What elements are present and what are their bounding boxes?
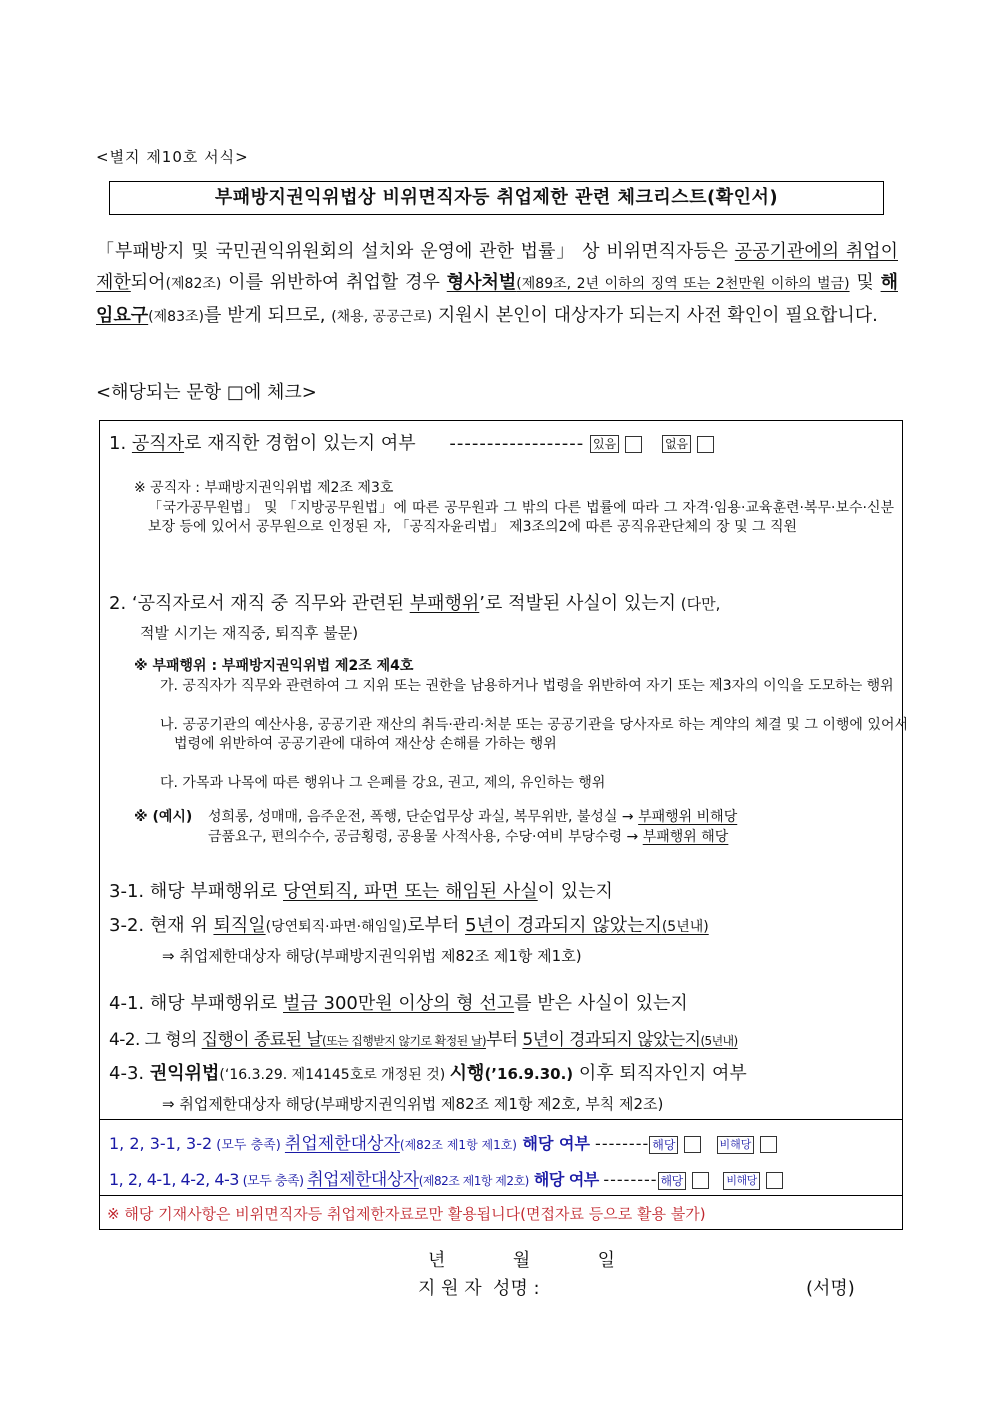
question-keyword: 퇴직일 [213,915,266,936]
summary-question: 해당 여부 [516,1134,590,1153]
intro-ref: (제89조, 2년 이하의 징역 또는 2천만원 이하의 벌금) [516,276,850,292]
intro-paragraph [96,236,898,333]
summary-condition: (모두 충족) [238,1174,308,1189]
example-text: 금품요구, 편의수수, 공금횡령, 공용물 사적사용, 수당·여비 부당수령 → [208,829,643,845]
intro-text: 이를 위반하여 취업할 경우 [221,272,447,293]
document-title: 부패방지권익위법상 비위면직자등 취업제한 관련 체크리스트(확인서) [109,181,884,215]
option-applicable-label: 해당 [649,1136,678,1154]
form-label: <별지 제10호 서식> [96,148,249,166]
question-1-keyword: 공직자 [131,433,185,454]
summary-row-2 [109,1165,901,1190]
option-yes-label: 있음 [590,435,619,453]
usage-notice: ※ 해당 기재사항은 비위면직자등 취업제한자료로만 활용됩니다(면접자료 등으로 활용 불가) [107,1205,706,1223]
intro-ref: (제83조) [148,309,204,325]
question-keyword: 권익위법 [149,1063,220,1084]
summary-items: 1, 2, 4-1, 4-2, 4-3 [109,1170,239,1189]
dash-leader: -------- [603,1170,658,1189]
r2-applicable-checkbox[interactable] [692,1172,709,1189]
option-no-label: 없음 [662,435,691,453]
intro-text: 및 [849,272,881,293]
signature-label: (서명) [806,1278,855,1299]
option-not-applicable-label: 비해당 [723,1172,759,1190]
question-note: (5년내) [700,1034,738,1048]
question-keyword: 5년이 경과되지 않았는지 [522,1030,701,1050]
question-note: (당연퇴직·파면·해임일) [265,919,408,935]
question-text: 로부터 [407,915,466,936]
question-note: (또는 집행받지 않기로 확정된 날) [322,1034,486,1048]
question-1 [109,429,899,455]
question-keyword: 벌금 300만원 이상의 형 선고 [283,993,515,1014]
divider [100,1195,902,1196]
summary-row-1 [109,1129,901,1154]
question-number: 2. [109,593,127,614]
checklist-box [99,420,908,1230]
question-text: 3-1. 해당 부패행위로 [109,881,284,902]
question-2-text: ‘공직자로서 재직 중 직무와 관련된 [131,593,410,614]
summary-keyword: 취업제한대상자 [284,1134,400,1154]
question-number: 1. [109,433,127,454]
example-line-1 [208,808,898,827]
question-2 [109,587,899,621]
q2-note-head: ※ 부패행위 : 부패방지권익위법 제2조 제4호 [134,658,414,674]
q4-result: ⇒ 취업제한대상자 해당(부패방지권익위법 제82조 제1항 제2호, 부칙 제2조) [162,1095,664,1113]
question-4-1 [109,989,899,1015]
q1-note-head: ※ 공직자 : 부패방지권익위법 제2조 제3호 [134,480,394,496]
r1-applicable-checkbox[interactable] [684,1136,701,1153]
q2-item-na: 나. 공공기관의 예산사용, 공공기관 재산의 취득·관리·처분 또는 공공기관을 당사자로 하는 계약의 체결 및 그 이행에 있어서 법령에 위반하여 공공기관에 대하여 재산상 손해를 가하는 행위 [160,717,908,752]
q1-note-body: 「국가공무원법」 및 「지방공무원법」에 따른 공무원과 그 밖의 다른 법률에 따라 그 자격·임용·교육훈련·복무·보수·신분보장 등에 있어서 공무원으로 인정된 자, 「공직자윤리법」 제3조의2에 따른 공직유관단체의 장 및 그 직원 [148,500,894,535]
question-2-text: ’로 적발된 사실이 있는지 [479,593,677,614]
dash-leader: ------------------ [449,433,585,454]
example-line-2 [208,828,898,847]
summary-condition: (모두 충족) [212,1138,285,1153]
question-text: 4-2. 그 형의 [109,1030,202,1050]
check-heading: <해당되는 문항 □에 체크> [96,382,317,403]
question-text: 3-2. 현재 위 [109,915,214,936]
option-not-applicable-label: 비해당 [717,1136,755,1154]
summary-items: 1, 2, 3-1, 3-2 [109,1134,213,1153]
q2-item-ga: 가. 공직자가 직무와 관련하여 그 지위 또는 권한을 남용하거나 법령을 위반하여 자기 또는 제3자의 이익을 도모하는 행위 [160,678,894,694]
divider [100,1119,902,1120]
intro-text: 「부패방지 및 국민권익위원회의 설치와 운영에 관한 법률」 상 비위면직자등은 [96,241,735,262]
summary-question: 해당 여부 [528,1170,599,1189]
q3-result: ⇒ 취업제한대상자 해당(부패방지권익위법 제82조 제1항 제1호) [162,947,582,965]
question-text: 부터 [485,1030,523,1050]
date-line: 년 월 일 [428,1250,616,1271]
intro-highlight-restriction: 공공기관에의 취업이 제한 [96,241,898,293]
question-1-text: 로 재직한 경험이 있는지 여부 [184,433,416,454]
option-applicable-label: 해당 [658,1172,686,1190]
summary-keyword: 취업제한대상자 [307,1170,419,1190]
question-2-keyword: 부패행위 [409,593,480,614]
q1-no-checkbox[interactable] [697,436,714,453]
question-text: 이 있는지 [537,881,613,902]
r2-not-applicable-checkbox[interactable] [766,1172,783,1189]
intro-ref: (제82조) [165,276,222,292]
q2-item-da: 다. 가목과 나목에 따른 행위나 그 은폐를 강요, 권고, 제의, 유인하는 행위 [160,775,606,791]
question-keyword: 당연퇴직, 파면 또는 해임된 사실 [283,881,538,902]
question-4-3 [109,1059,899,1085]
summary-ref: (제82조 제1항 제1호) [399,1138,517,1152]
intro-text: 지원시 본인이 대상자가 되는지 사전 확인이 필요합니다. [432,305,878,326]
question-4-2 [109,1025,901,1050]
question-note: (’16.9.30.) [484,1065,574,1083]
intro-highlight-punishment: 형사처벌 [446,272,517,293]
question-text: 4-1. 해당 부패행위로 [109,993,284,1014]
summary-ref: (제82조 제1항 제2호) [418,1174,529,1188]
dash-leader: -------- [595,1134,650,1153]
question-text: 이후 퇴직자인지 여부 [573,1063,747,1084]
r1-not-applicable-checkbox[interactable] [760,1136,777,1153]
question-text: 를 받은 사실이 있는지 [514,993,688,1014]
intro-text: 를 받게 되므로, [203,305,332,326]
intro-text: 되어 [130,272,166,293]
example-result: 부패행위 해당 [642,829,729,845]
question-2-note-cont: 적발 시기는 재직중, 퇴직후 불문) [140,624,359,642]
question-keyword: 집행이 종료된 날 [201,1030,323,1050]
question-3-1 [109,877,899,903]
question-text: 4-3. [109,1063,150,1084]
question-keyword: 5년이 경과되지 않았는지 [465,915,662,936]
question-3-2 [109,911,899,937]
question-note: (‘16.3.29. 제14145호로 개정된 것) [219,1067,450,1083]
example-result: 부패행위 비해당 [638,809,738,825]
applicant-name-label: 지 원 자 성명 : [418,1278,540,1299]
q1-yes-checkbox[interactable] [625,436,642,453]
intro-highlight-dismissal: 해임요구 [96,272,898,326]
intro-ref: (채용, 공공근로) [331,309,433,325]
question-note: (5년내) [661,919,709,935]
example-mark: ※ (예시) [134,809,193,825]
example-text: 성희롱, 성매매, 음주운전, 폭행, 단순업무상 과실, 복무위반, 불성실 → [208,809,639,825]
question-keyword: 시행 [449,1063,485,1084]
question-2-note: (다만, [676,595,721,613]
